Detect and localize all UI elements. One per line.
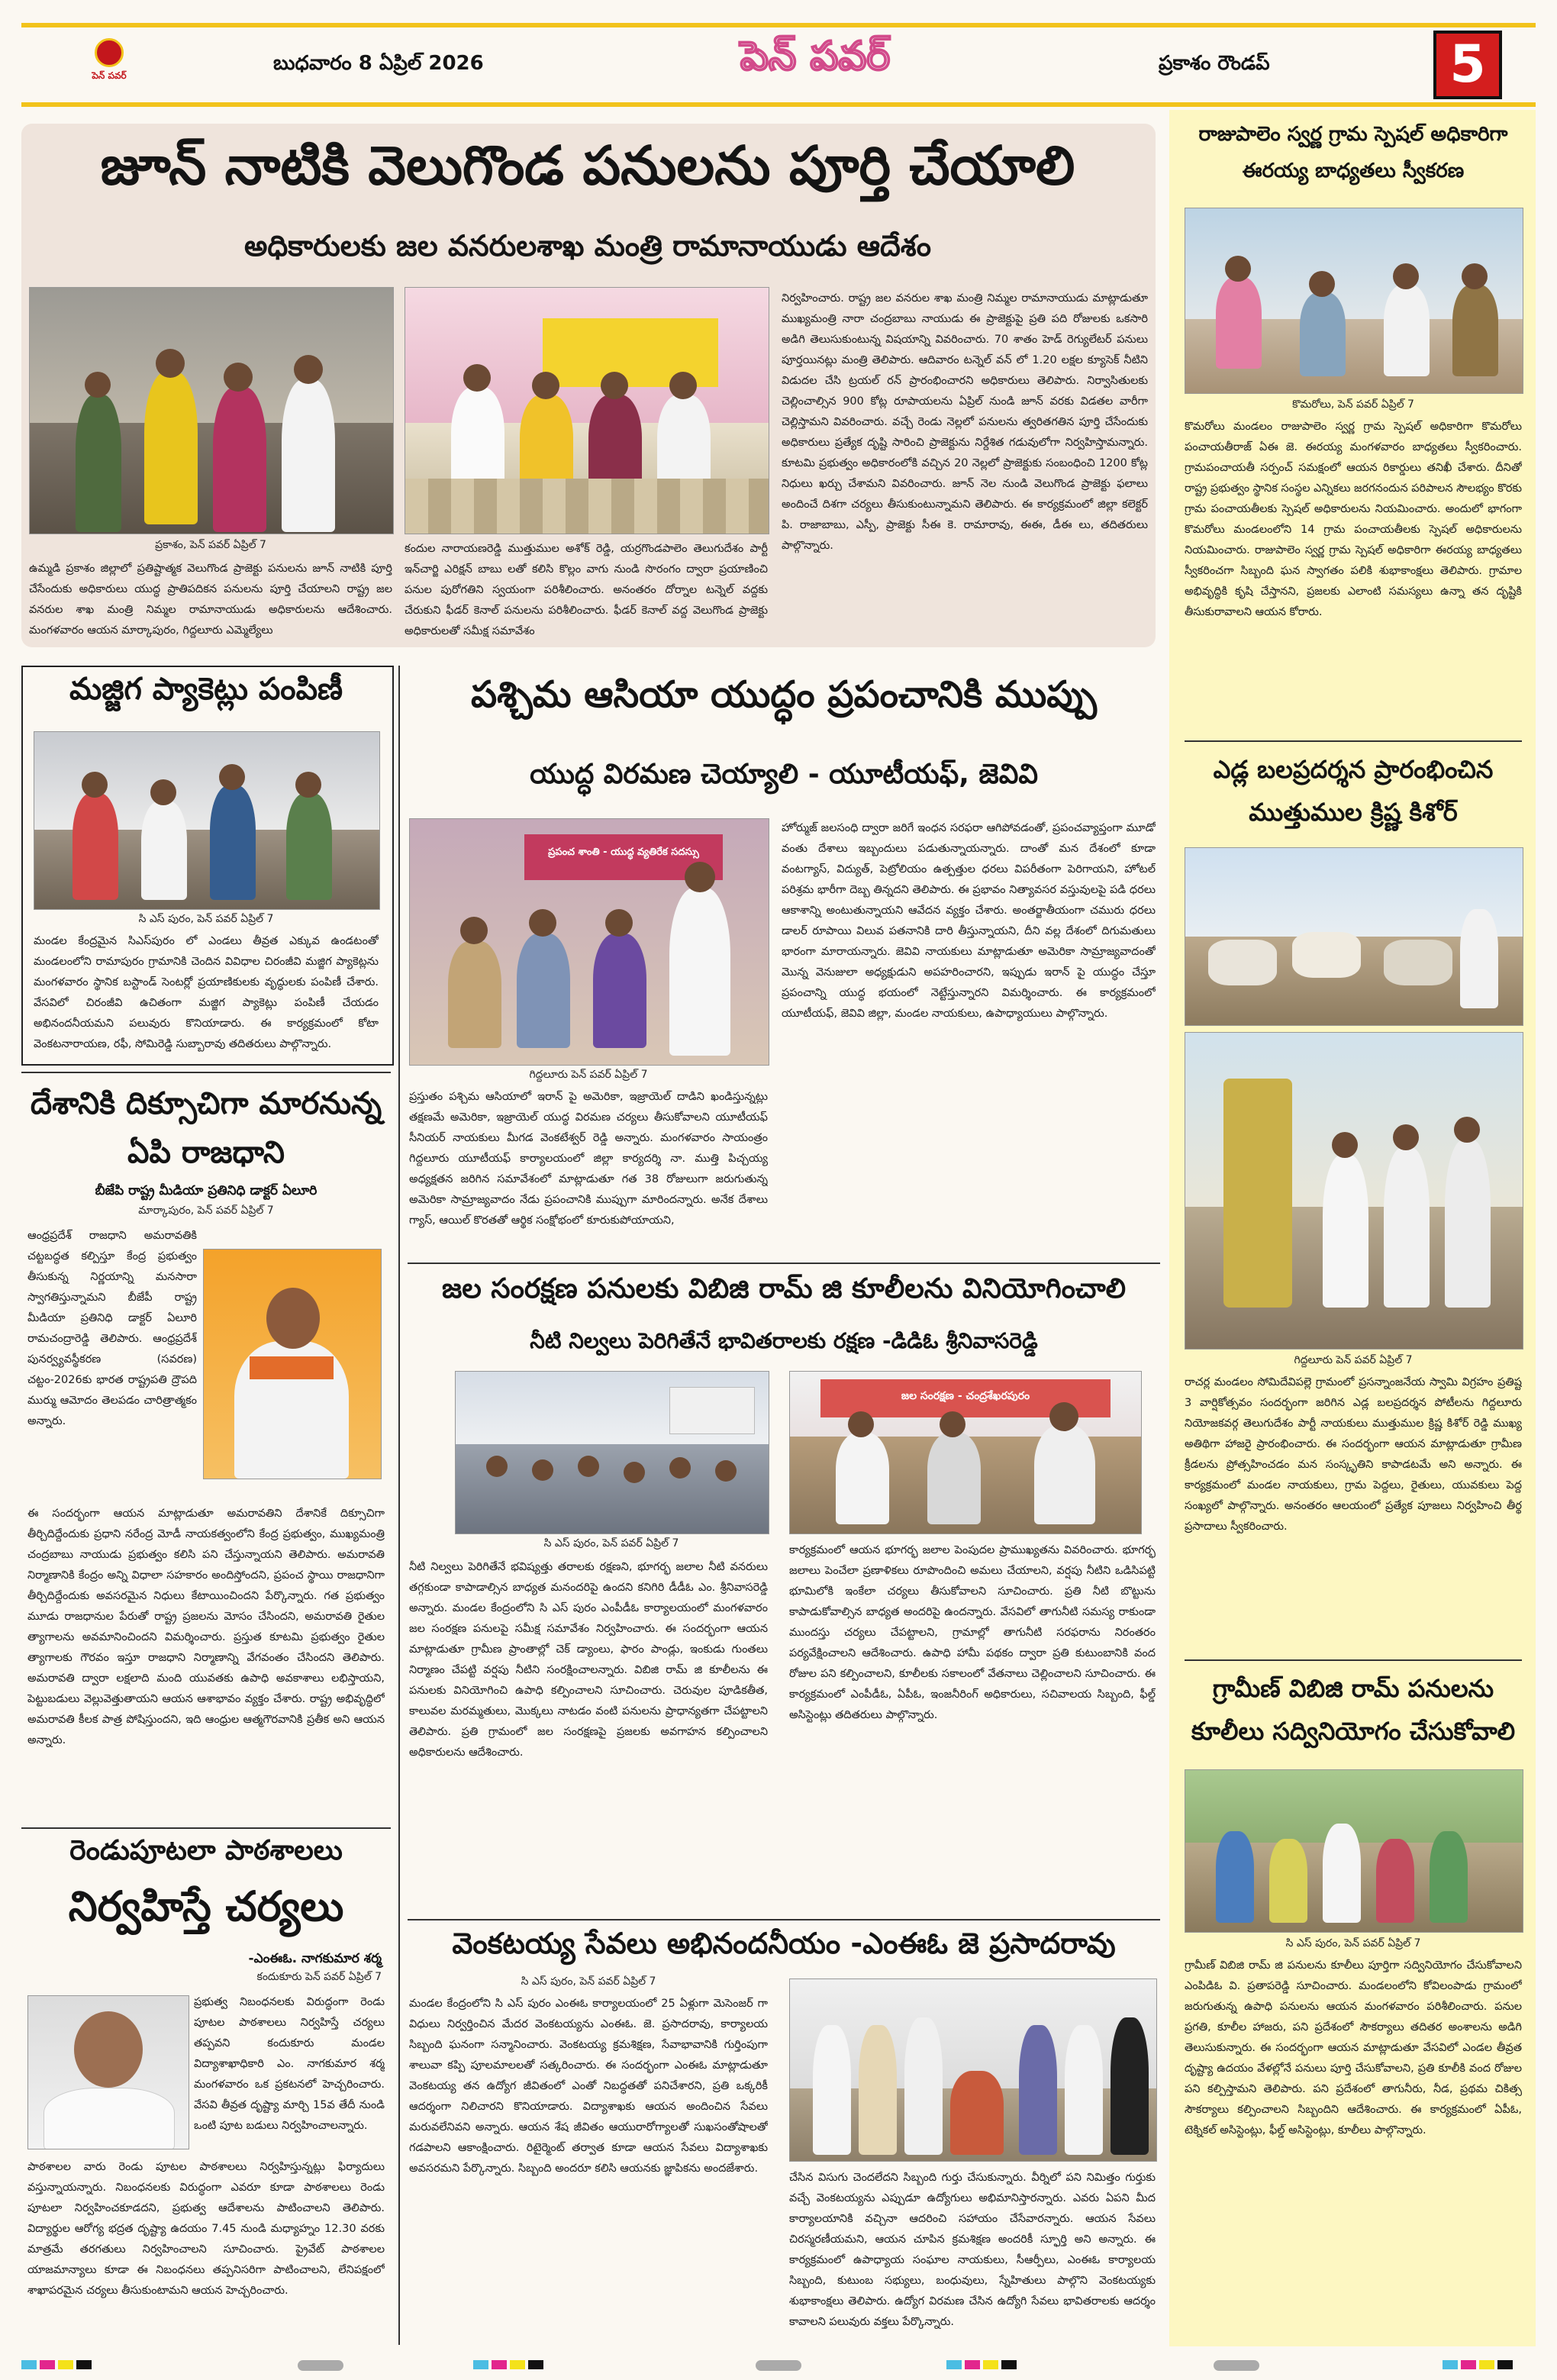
center-story2-photo-2 (789, 1371, 1142, 1534)
paper-name: పెన్ పవర్ (740, 34, 891, 79)
right-story2-photo-2 (1185, 1032, 1523, 1350)
center-story2-banner: జల సంరక్షణ - చంద్రశేఖరపురం (901, 1390, 1030, 1402)
center-story1-caption: గిద్దలూరు పెన్ పవర్ ఏప్రిల్ 7 (529, 1069, 648, 1081)
left-story1-photo (34, 731, 380, 910)
left-divider-1 (21, 1072, 391, 1073)
center-story2-subhead: నీటి నిల్వలు పెరిగితేనే భావితరాలకు రక్షణ -డిడిఓ శ్రీనివాసరెడ్డి (530, 1328, 1038, 1353)
masthead-top-rule (21, 23, 1536, 27)
center-story2-body-right: కార్యక్రమంలో ఆయన భూగర్భ జలాల పెంపుదల ప్రాముఖ్యతను వివరించారు. భూగర్భ జలాలు పెంచేలా ప్రణాళికలు రూపొందించి అమలు చేయాలని, వర్షపు నీటిని ఒడిసిపట్టి భూమిలోకి ఇంకేలా చర్యలు తీసుకోవాలని సూచించారు. ప్రతి నీటి బొట్టును కాపాడుకోవాల్సిన బాధ్యత అందరిపై ఉందన్నారు. వేసవిలో తాగునీటి సమస్య రాకుండా ముందస్తు చర్యలు చేపట్టాలని, గ్రామాల్లో తాగునీటి సరఫరాను నిరంతరం పర్యవేక్షించాలని ఆదేశించారు. ఉపాధి హామీ పథకం ద్వారా ప్రతి కుటుంబానికి వంద రోజుల పని కల్పించాలని, కూలీలకు సకాలంలో వేతనాలు చెల్లించాలని సూచించారు. ఈ కార్యక్రమంలో ఎంపీడీఓ, ఏపీఓ, ఇంజనీరింగ్ అధికారులు, సచివాలయ సిబ్బంది, ఫీల్డ్ అసిస్టెంట్లు తదితరులు పాల్గొన్నారు. (789, 1544, 1156, 1721)
left-story3-headline-1: రెండుపూటలా పాఠశాలలు (69, 1835, 343, 1866)
paper-logo (82, 38, 136, 92)
right-story1-body: కొమరోలు మండలం రాజుపాలెం స్వర్ణ గ్రామ స్పెషల్ అధికారిగా కొమరోలు పంచాయతీరాజ్ ఏఈ జె. ఈరయ్య మంగళవారం బాధ్యతలు స్వీకరించారు. గ్రామపంచాయతీ సర్పంచ్ సమక్షంలో ఆయన రికార్డులు తనిఖీ చేశారు. దీనితో రాష్ట్ర ప్రభుత్వం స్థానిక సంస్థల ఎన్నికలు జరగనందున పరిపాలన సౌలభ్యం కొరకు గ్రామ పంచాయతీలకు స్పెషల్ అధికారులను నియమించారు. అందులో భాగంగా కొమరోలు మండలంలోని 14 గ్రామ పంచాయతీలకు స్పెషల్ అధికారులను నియమించారు. రాజుపాలెం స్వర్ణ గ్రామ స్పెషల్ అధికారిగా ఈరయ్య బాధ్యతలు స్వీకరించగా సిబ్బంది ఘన స్వాగతం పలికి శుభాకాంక్షలు తెలిపారు. గ్రామాల అభివృద్ధికి కృషి చేస్తానని, ప్రజలకు ఎలాంటి సమస్యలు ఉన్నా తన దృష్టికి తీసుకురావాలని ఆయన కోరారు. (1185, 421, 1522, 618)
lead-caption: ప్రకాశం, పెన్ పవర్ ఏప్రిల్ 7 (155, 539, 266, 551)
center-story1-subhead: యుద్ధ విరమణ చెయ్యాలి - యూటీయఫ్, జెవివి (530, 759, 1038, 790)
masthead-bottom-rule (21, 102, 1536, 107)
lead-body-col1: ఉమ్మడి ప్రకాశం జిల్లాలో ప్రతిష్టాత్మక వెలుగొండ ప్రాజెక్టు పనులను జూన్ నాటికి పూర్తి చేసేందుకు అధికారులు యుద్ధ ప్రాతిపదికన పనులను పూర్తి చేయాలని రాష్ట్ర జల వనరుల శాఖ మంత్రి నిమ్మల రామానాయుడు అధికారులను ఆదేశించారు. మంగళవారం ఆయన మార్కాపురం, గిద్దలూరు ఎమ్మెల్యేలు (29, 563, 392, 637)
left-story3-caption: కందుకూరు పెన్ పవర్ ఏప్రిల్ 7 (256, 1971, 382, 1983)
logo-text: పెన్ పవర్ (92, 70, 127, 81)
center-story3-headline: వెంకటయ్య సేవలు అభినందనీయం -ఎంఈఓ జె ప్రసాదరావు (452, 1927, 1116, 1960)
masthead (21, 23, 1536, 107)
left-story2-subhead: బీజేపి రాష్ట్ర మీడియా ప్రతినిధి డాక్టర్ ఏలూరి (95, 1183, 318, 1198)
center-story2-photo-1 (455, 1371, 769, 1534)
lead-subhead: అధికారులకు జల వనరులశాఖ మంత్రి రామానాయుడు ఆదేశం (243, 229, 932, 263)
left-story3-body-full: పాఠశాలల వారు రెండు పూటల పాఠశాలలు నిర్వహిస్తున్నట్లు ఫిర్యాదులు వస్తున్నాయన్నారు. నిబంధనలకు విరుద్ధంగా ఎవరూ కూడా పాఠశాలలు రెండు పూటలా నిర్వహించకూడదని, ప్రభుత్వ ఆదేశాలను పాటించాలని తెలిపారు. విద్యార్థుల ఆరోగ్య భద్రత దృష్ట్యా ఉదయం 7.45 నుండి మధ్యాహ్నం 12.30 వరకు మాత్రమే తరగతులు నిర్వహించాలని సూచించారు. ప్రైవేట్ పాఠశాలల యాజమాన్యాలు కూడా ఈ నిబంధనలు తప్పనిసరిగా పాటించాలని, లేనిపక్షంలో శాఖాపరమైన చర్యలు తీసుకుంటామని ఆయన హెచ్చరించారు. (27, 2161, 385, 2297)
left-story1-caption: సి ఎస్ పురం, పెన్ పవర్ ఏప్రిల్ 7 (138, 913, 274, 925)
center-story1-body-left: ప్రస్తుతం పశ్చిమ ఆసియాలో ఇరాన్ పై అమెరికా, ఇజ్రాయెల్ దాడిని ఖండిస్తున్నట్లు తక్షణమే అమెరికా, ఇజ్రాయెల్ యుద్ధ విరమణ చర్యలు తీసుకోవాలని యూటీయఫ్ సీనియర్ నాయకులు మీగడ వెంకటేశ్వర్ రెడ్డి అన్నారు. మంగళవారం సాయంత్రం గిద్దలూరు యూటీయఫ్ కార్యాలయంలో జిల్లా కార్యదర్శి నా. ముత్తి పిచ్చయ్య అధ్యక్షతన జరిగిన సమావేశంలో మాట్లాడుతూ గత 38 రోజులుగా జరుగుతున్న అమెరికా సామ్రాజ్యవాదం నేడు ప్రపంచానికి ముప్పుగా మారిందన్నారు. అనేక దేశాలు గ్యాస్, ఆయిల్ కొరతతో ఆర్థిక సంక్షోభంలో కూరుకుపోయాయని, (409, 1091, 768, 1227)
right-story3-caption: సి ఎస్ పురం, పెన్ పవర్ ఏప్రిల్ 7 (1285, 1937, 1421, 1949)
center-story1-headline: పశ్చిమ ఆసియా యుద్ధం ప్రపంచానికి ముప్పు (470, 673, 1097, 716)
right-story1-headline: రాజుపాలెం స్వర్ణ గ్రామ స్పెషల్ అధికారిగా ఈరయ్య బాధ్యతలు స్వీకరణ (1198, 123, 1508, 182)
lead-body-col2: కందుల నారాయణరెడ్డి ముత్తుముల అశోక్ రెడ్డి, యర్రగొండపాలెం తెలుగుదేశం పార్టీ ఇన్‌చార్జి ఎరిక్షన్ బాబు లతో కలిసి కొల్లం వాగు నుండి సొరంగం ద్వారా ప్రయాణించి పనుల పురోగతిని స్వయంగా పరిశీలించారు. అనంతరం దోర్నాల టన్నెల్ వద్దకు చేరుకుని ఫీడర్ కెనాల్ పనులను పరిశీలించారు. ఫీడర్ కెనాల్ వద్ద వెలుగొండ ప్రాజెక్టు అధికారులతో సమీక్ష సమావేశం (405, 543, 768, 637)
right-divider-1 (1185, 740, 1522, 742)
footer-registration-marks (0, 2354, 1557, 2380)
center-story1-photo (409, 818, 769, 1066)
center-divider-2 (408, 1919, 1160, 1920)
right-story3-body: గ్రామీణ్ విబిజి రామ్ జి పనులను కూలీలు పూర్తిగా సద్వినియోగం చేసుకోవాలని ఎంపిడిఓ వి. ప్రతాపరెడ్డి సూచించారు. మండలంలోని కోవిలంపాడు గ్రామంలో జరుగుతున్న ఉపాధి పనులను ఆయన మంగళవారం పరిశీలించారు. పనుల ప్రగతి, కూలీల హాజరు, పని ప్రదేశంలో సౌకర్యాలు తదితర అంశాలను అడిగి తెలుసుకున్నారు. ఈ సందర్భంగా ఆయన మాట్లాడుతూ వేసవిలో ఎండల తీవ్రత దృష్ట్యా ఉదయం వేళల్లోనే పనులు పూర్తి చేసుకోవాలని, ప్రతి కూలీకి వంద రోజుల పని కల్పిస్తామని తెలిపారు. పని ప్రదేశంలో తాగునీరు, నీడ, ప్రథమ చికిత్స సౌకర్యాలు కల్పించాలని సిబ్బందిని ఆదేశించారు. ఈ కార్యక్రమంలో ఏపీఓ, టెక్నికల్ అసిస్టెంట్లు, ఫీల్డ్ అసిస్టెంట్లు, కూలీలు పాల్గొన్నారు. (1185, 1959, 1522, 2137)
center-story2-headline: జల సంరక్షణ పనులకు వి‌బిజి రామ్ జి కూలీలను వినియోగించాలి (441, 1273, 1127, 1304)
page-number: 5 (1449, 34, 1486, 95)
left-divider-2 (21, 1827, 391, 1829)
left-center-rule (398, 666, 400, 2345)
center-story3-body-right: చేసిన విసుగు చెందలేదని సిబ్బంది గుర్తు చేసుకున్నారు. వీర్నిలో పని నిమిత్తం గుర్తుకు వచ్చే వెంకటయ్యను ఎప్పుడూ ఉద్యోగులు అభిమానిస్తారన్నారు. ఎవరు ఏపని మీద కార్యాలయానికి వచ్చినా ఆదరించి సహాయం చేసేవారన్నారు. ఆయన సేవలు చిరస్మరణీయమని, ఆయన చూపిన క్రమశిక్షణ అందరికీ స్ఫూర్తి అని అన్నారు. ఈ కార్యక్రమంలో ఉపాధ్యాయ సంఘాల నాయకులు, సీఆర్పీలు, ఎంఈఓ కార్యాలయ సిబ్బంది, కుటుంబ సభ్యులు, బంధువులు, స్నేహితులు పాల్గొని వెంకటయ్యకు శుభాకాంక్షలు తెలిపారు. ఉద్యోగ విరమణ చేసిన ఉద్యోగి సేవలు భావితరాలకు ఆదర్శం కావాలని పలువురు వక్తలు పేర్కొన్నారు. (789, 2172, 1156, 2328)
center-story2-caption: సి ఎస్ పురం, పెన్ పవర్ ఏప్రిల్ 7 (543, 1537, 679, 1550)
left-story2-photo (203, 1249, 382, 1479)
left-story3-subhead: -ఎంఈఓ. నాగకుమార శర్మ (248, 1951, 382, 1966)
lead-headline: జూన్ నాటికి వెలుగొండ పనులను పూర్తి చేయాలి (100, 134, 1075, 197)
left-story1-body: మండల కేంద్రమైన సిఎస్‌పురం లో ఎండలు తీవ్రత ఎక్కువ ఉండటంతో మండలంలోని రామాపురం గ్రామానికి చెందిన వివిధాల చిరంజీవి మజ్జిగ ప్యాకెట్లను మంగళవారం స్థానిక బస్టాండ్ సెంటర్లో ప్రయాణికులకు వృద్ధులకు పంపిణీ చేశారు. వేసవిలో చిరంజీవి ఉచితంగా మజ్జిగ ప్యాకెట్లు పంపిణీ చేయడం అభినందనీయమని పలువురు కొనియాడారు. ఈ కార్యక్రమంలో కోటా వెంకటనారాయణ, రఫీ, సోమిరెడ్డి సుబ్బారావు తదితరులు పాల్గొన్నారు. (34, 935, 379, 1050)
left-story3-body-narrow: ప్రభుత్వ నిబంధనలకు విరుద్ధంగా రెండు పూటల పాఠశాలలు నిర్వహిస్తే చర్యలు తప్పవని కందుకూరు మండల విద్యాశాఖాధికారి ఎం. నాగకుమార శర్మ మంగళవారం ఒక ప్రకటనలో హెచ్చరించారు. వేసవి తీవ్రత దృష్ట్యా మార్చి 15వ తేదీ నుండి ఒంటి పూట బడులు నిర్వహించాలన్నారు. (194, 1996, 385, 2132)
right-story1-caption: కొమరోలు, పెన్ పవర్ ఏప్రిల్ 7 (1292, 398, 1414, 411)
right-story2-body: రాచర్ల మండలం సోమిదేవిపల్లె గ్రామంలో ప్రసన్నాంజనేయ స్వామి విగ్రహం ప్రతిష్ట 3 వార్షికోత్సవం సందర్భంగా జరిగిన ఎడ్ల బలప్రదర్శన పోటీలను గిద్దలూరు నియోజకవర్గ తెలుగుదేశం పార్టీ నాయకులు ముత్తుముల క్రిష్ణ కిశోర్ రెడ్డి ముఖ్య అతిథిగా హాజరై ప్రారంభించారు. ఈ సందర్భంగా ఆయన మాట్లాడుతూ గ్రామీణ క్రీడలను ప్రోత్సహించడం మన సంస్కృతిని కాపాడటమే అని అన్నారు. ఈ కార్యక్రమంలో మండల నాయకులు, గ్రామ పెద్దలు, రైతులు, యువకులు పెద్ద సంఖ్యలో పాల్గొన్నారు. అనంతరం ఆలయంలో ప్రత్యేక పూజలు నిర్వహించి తీర్థ ప్రసాదాలు స్వీకరించారు. (1185, 1376, 1522, 1533)
left-story2-body-full: ఈ సందర్భంగా ఆయన మాట్లాడుతూ అమరావతిని దేశానికే దిక్సూచిగా తీర్చిదిద్దేందుకు ప్రధాని నరేంద్ర మోడీ నాయకత్వంలోని కేంద్ర ప్రభుత్వం, ముఖ్యమంత్రి చంద్రబాబు నాయుడు ప్రభుత్వం కలిసి పని చేస్తున్నాయని తెలిపారు. అమరావతి నిర్మాణానికి కేంద్రం అన్ని విధాలా సహకారం అందిస్తోందని, ప్రపంచ స్థాయి రాజధానిగా తీర్చిదిద్దేందుకు అవసరమైన నిధులు కేటాయించిందని పేర్కొన్నారు. గత ప్రభుత్వం మూడు రాజధానుల పేరుతో రాష్ట్ర ప్రజలను మోసం చేసిందని, అమరావతి రైతుల త్యాగాలను అవమానించిందని విమర్శించారు. ప్రస్తుత కూటమి ప్రభుత్వం రైతుల త్యాగాలకు గౌరవం ఇస్తూ రాజధాని నిర్మాణాన్ని వేగవంతం చేసిందని తెలిపారు. అమరావతి ద్వారా లక్షలాది మంది యువతకు ఉపాధి అవకాశాలు లభిస్తాయని, పెట్టుబడులు వెల్లువెత్తుతాయని ఆయన ఆశాభావం వ్యక్తం చేశారు. రాష్ట్ర అభివృద్ధిలో అమరావతి కీలక పాత్ర పోషిస్తుందని, ఇది ఆంధ్రుల ఆత్మగౌరవానికి ప్రతీక అని ఆయన అన్నారు. (27, 1508, 385, 1746)
issue-date: బుధవారం 8 ఏప్రిల్ 2026 (273, 52, 484, 75)
lead-body-col3: నిర్వహించారు. రాష్ట్ర జల వనరుల శాఖ మంత్రి నిమ్మల రామానాయుడు మాట్లాడుతూ ముఖ్యమంత్రి నారా చంద్రబాబు నాయుడు ఈ ప్రాజెక్టుపై ప్రతి పది రోజులకు ఒకసారి అడిగి తెలుసుకుంటున్న విషయాన్ని వివరించారు. 70 శాతం హెడ్ రెగ్యులేటర్ పనులు పూర్తయినట్లు మంత్రి తెలిపారు. ఆదివారం టన్నెల్ వన్ లో 1.20 లక్షల క్యూసెక్ నీటిని విడుదల చేసి ట్రయల్ రన్ ప్రారంభించారని అధికారులు తెలిపారు. నిర్వాసితులకు చెల్లించాల్సిన 900 కోట్ల రూపాయలను ఏప్రిల్ నుండి జూన్ వరకు విడతల వారీగా చెల్లిస్తామని వివరించారు. వచ్చే రెండు నెల్లలో పనులను త్వరితగతిన పూర్తి చేసేందుకు అధికారులు ప్రత్యేక దృష్టి సారించి ప్రాజెక్టును నిర్దేశిత గడువులోగా నిర్వహిస్తామన్నారు. కూటమి ప్రభుత్వం అధికారంలోకి వచ్చిన 20 నెల్లలో ప్రాజెక్టుకు సంబంధించి 1200 కోట్ల నిధులు ఖర్చు చేశామని వివరించారు. జూన్ నెల నుండి వెలుగొండ ప్రాజెక్టు ఫలాలు అందించే దిశగా చర్యలు తీసుకుంటున్నామని తెలిపారు. ఈ కార్యక్రమంలో జిల్లా కలెక్టర్ పి. రాజాబాబు, ఎస్పీ, ప్రాజెక్టు సీఈ కె. రామారావు, ఈఈ, డీఈ లు, తదితరులు పాల్గొన్నారు. (782, 292, 1148, 552)
right-story3-headline: గ్రామీణ్ వి‌బిజి రామ్ పనులను కూలీలు సద్వినియోగం చేసుకోవాలి (1191, 1674, 1516, 1746)
left-story2-body-narrow: ఆంధ్రప్రదేశ్ రాజధాని అమరావతికి చట్టబద్ధత కల్పిస్తూ కేంద్ర ప్రభుత్వం తీసుకున్న నిర్ణయాన్ని మనసారా స్వాగతిస్తున్నామని బీజేపీ రాష్ట్ర మీడియా ప్రతినిధి డాక్టర్ ఏలూరి రామచంద్రారెడ్డి తెలిపారు. ఆంధ్రప్రదేశ్ పునర్వ్యవస్థీకరణ (సవరణ) చట్టం-2026కు భారత రాష్ట్రపతి ద్రౌపది ముర్ము ఆమోదం తెలపడం చారిత్రాత్మకం అన్నారు. (27, 1230, 197, 1427)
left-story3-headline-2: నిర్వహిస్తే చర్యలు (68, 1882, 344, 1930)
center-story3-photo (789, 1978, 1157, 2162)
center-divider-1 (408, 1263, 1160, 1264)
logo-emblem-icon (95, 38, 124, 67)
page-number-box (1433, 31, 1502, 99)
center-story1-body-right: హోర్ముజ్ జలసంధి ద్వారా జరిగే ఇంధన సరఫరా ఆగిపోవడంతో, ప్రపంచవ్యాప్తంగా మూడో వంతు దేశాలు ఇబ్బందులు పడుతున్నాయన్నారు. దాంతో మన దేశంలో కూడా వంటగ్యాస్, విద్యుత్, పెట్రోలియం ఉత్పత్తుల ధరలు విపరీతంగా పెరిగాయని, హోటల్ పరిశ్రమ భారీగా దెబ్బ తిన్నదని తెలిపారు. ఈ ప్రభావం నిత్యావసర వస్తువులపై పడి ధరలు ఆకాశాన్ని అంటుతున్నాయని ఆవేదన వ్యక్తం చేశారు. అంతర్జాతీయంగా చమురు ధరలు డాలర్ రూపాయి విలువ పతనానికి దారి తీస్తున్నాయని, దీని వల్ల దేశంలో దిగుమతులు భారంగా మారాయన్నారు. జెవివి నాయకులు మాట్లాడుతూ అమెరికా సామ్రాజ్యవాదంతో మొన్న వెనుజులా అధ్యక్షుడుని అపహరించారని, ఇప్పుడు ఇరాన్ పై యుద్ధం చేస్తూ ప్రపంచాన్ని యుద్ధ భయంలో నెట్టేస్తున్నారని విమర్శించారు. ఈ కార్యక్రమంలో యూటీయఫ్, జెవివి జిల్లా, మండల నాయకులు, ఉపాధ్యాయులు పాల్గొన్నారు. (782, 822, 1156, 1020)
right-story2-photo-1 (1185, 847, 1523, 1026)
right-story2-headline: ఎడ్ల బలప్రదర్శన ప్రారంభించిన ముత్తుముల క్రిష్ణ కిశోర్ (1213, 755, 1494, 827)
right-story2-caption: గిద్దలూరు పెన్ పవర్ ఏప్రిల్ 7 (1294, 1354, 1413, 1366)
left-story2-headline: దేశానికి దిక్సూచిగా మారనున్న ఏపి రాజధాని (30, 1086, 382, 1170)
left-story1-headline: మజ్జిగ ప్యాకెట్లు పంపిణీ (69, 672, 343, 707)
section-name: ప్రకాశం రౌండప్ (1159, 52, 1270, 75)
center-story1-banner: ప్రపంచ శాంతి - యుద్ధ వ్యతిరేక సదస్సు (548, 847, 699, 858)
right-divider-2 (1185, 1659, 1522, 1661)
center-story3-caption: సి ఎస్ పురం, పెన్ పవర్ ఏప్రిల్ 7 (521, 1975, 656, 1988)
left-story3-photo (27, 1995, 189, 2149)
left-story2-caption: మార్కాపురం, పెన్ పవర్ ఏప్రిల్ 7 (138, 1205, 274, 1217)
center-story2-body-left: నీటి నిల్వలు పెరిగితేనే భవిష్యత్తు తరాలకు రక్షణని, భూగర్భ జలాల నీటి వనరులు తగ్గకుండా కాపాడాల్సిన బాధ్యత మనందరిపై ఉందని కనిగిరి డీడీఓ ఎం. శ్రీనివాసరెడ్డి అన్నారు. మండల కేంద్రంలోని సి ఎస్ పురం ఎంపీడీఓ కార్యాలయంలో మంగళవారం జల సంరక్షణ పనులపై సమీక్ష సమావేశం నిర్వహించారు. ఈ సందర్భంగా ఆయన మాట్లాడుతూ గ్రామీణ ప్రాంతాల్లో చెక్ డ్యాంలు, ఫారం పాండ్లు, ఇంకుడు గుంతలు నిర్మాణం చేపట్టి వర్షపు నీటిని సంరక్షించాలన్నారు. వి‌బిజి రామ్ జి కూలీలను ఈ పనులకు వినియోగించి ఉపాధి కల్పించాలని సూచించారు. చెరువుల పూడికతీత, కాలువల మరమ్మతులు, మొక్కలు నాటడం వంటి పనులను ప్రాధాన్యతగా చేపట్టాలని తెలిపారు. ప్రతి గ్రామంలో జల సంరక్షణపై ప్రజలకు అవగాహన కల్పించాలని అధికారులను ఆదేశించారు. (409, 1561, 768, 1759)
lead-photo-1 (29, 287, 394, 534)
right-story1-photo (1185, 208, 1523, 394)
right-story3-photo (1185, 1769, 1523, 1933)
lead-photo-2 (405, 287, 769, 534)
center-story3-body-left: మండల కేంద్రంలోని సి ఎస్ పురం ఎంఈఓ కార్యాలయంలో 25 ఏళ్లుగా మెసెంజర్ గా విధులు నిర్వర్తించిన మేదర వెంకటయ్యను ఎంఈఓ. జె. ప్రసాదరావు, కార్యాలయ సిబ్బంది ఘనంగా సన్మానించారు. వెంకటయ్య క్రమశిక్షణ, సేవాభావానికి గుర్తింపుగా శాలువా కప్పి పూలమాలలతో సత్కరించారు. ఈ సందర్భంగా ఎంఈఓ మాట్లాడుతూ వెంకటయ్య తన ఉద్యోగ జీవితంలో ఎంతో నిబద్ధతతో పనిచేశారని, ప్రతి ఒక్కరికీ ఆదర్శంగా నిలిచారని కొనియాడారు. విద్యాశాఖకు ఆయన అందించిన సేవలు మరువలేనివని అన్నారు. ఆయన శేష జీవితం ఆయురారోగ్యాలతో సుఖసంతోషాలతో గడపాలని ఆకాంక్షించారు. రిటైర్మెంట్ తర్వాత కూడా ఆయన సేవలు విద్యాశాఖకు అవసరమని పేర్కొన్నారు. సిబ్బంది అందరూ కలిసి ఆయనకు జ్ఞాపికను అందజేశారు. (409, 1998, 768, 2175)
